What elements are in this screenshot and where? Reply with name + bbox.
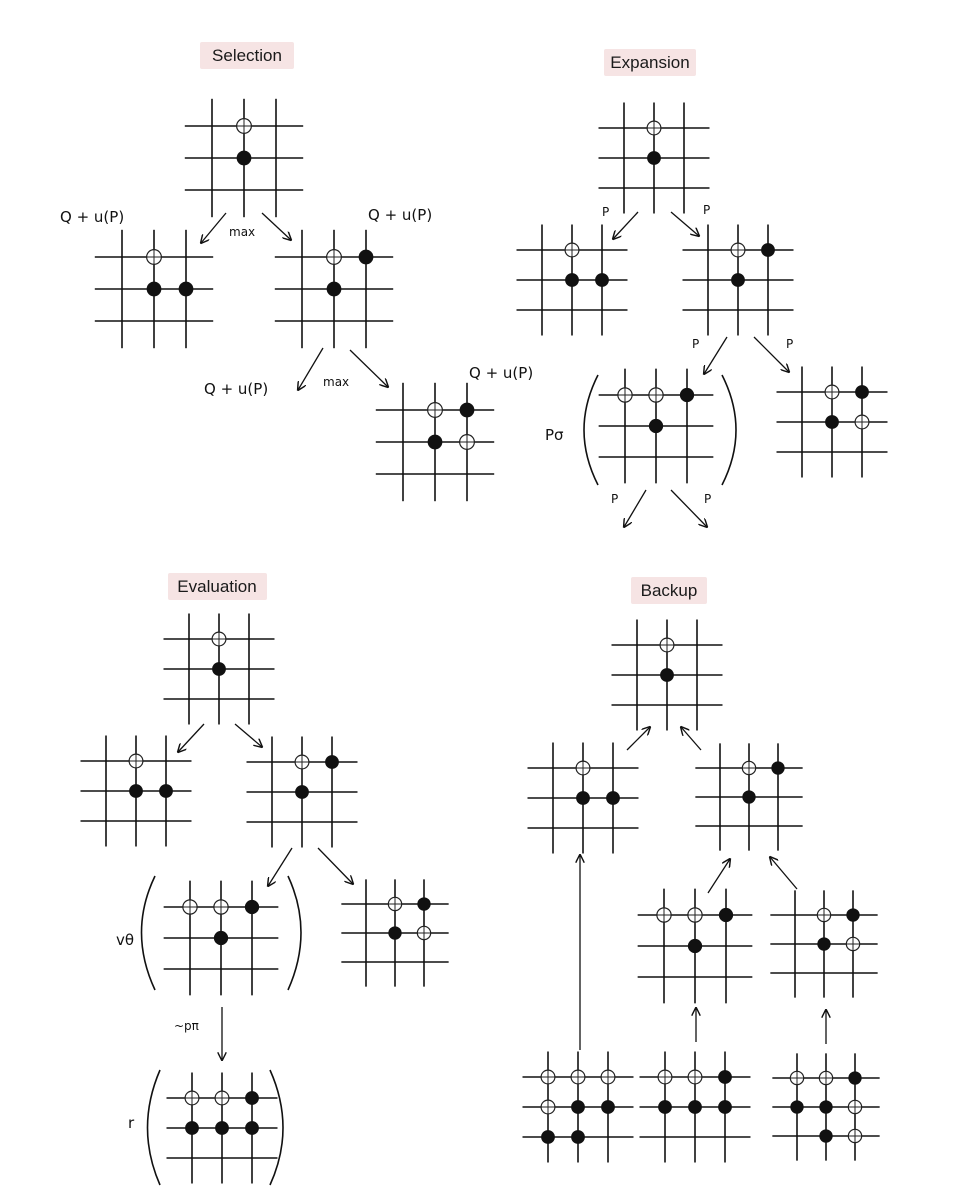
white-stone — [460, 435, 475, 450]
white-stone — [147, 250, 162, 265]
evaluation-title — [168, 573, 267, 600]
white-stone — [327, 250, 342, 265]
white-stone — [388, 897, 401, 910]
black-stone — [719, 908, 733, 922]
white-stone — [660, 638, 674, 652]
expansion-title — [604, 49, 696, 76]
white-stone — [817, 908, 830, 921]
edge-arrow — [318, 848, 353, 884]
r-label: r — [128, 1114, 135, 1132]
open-paren — [584, 375, 598, 485]
edge-arrow — [268, 848, 292, 886]
backup-arrow — [770, 857, 797, 889]
open-paren — [148, 1070, 161, 1185]
black-stone — [237, 151, 252, 166]
go-board — [612, 620, 723, 731]
white-stone — [215, 1091, 229, 1105]
go-board — [341, 879, 448, 986]
white-stone — [688, 1070, 702, 1084]
go-board — [638, 889, 753, 1004]
white-stone — [790, 1071, 803, 1084]
edge-arrow — [671, 490, 707, 527]
black-stone — [819, 1129, 832, 1142]
rollout-policy-label: ~pπ — [174, 1019, 199, 1033]
close-paren — [288, 876, 301, 990]
black-stone — [742, 790, 755, 803]
go-board — [95, 230, 213, 348]
black-stone — [571, 1130, 585, 1144]
black-stone — [388, 926, 401, 939]
go-board — [376, 383, 494, 501]
black-stone — [731, 273, 745, 287]
backup-arrow — [627, 727, 650, 750]
white-stone — [565, 243, 579, 257]
black-stone — [185, 1121, 199, 1135]
black-stone — [147, 282, 162, 297]
go-board — [523, 1052, 634, 1163]
black-stone — [595, 273, 609, 287]
white-stone — [848, 1129, 861, 1142]
black-stone — [576, 791, 590, 805]
go-board — [599, 103, 710, 214]
white-stone — [825, 385, 839, 399]
white-stone — [658, 1070, 672, 1084]
edge-arrow — [624, 490, 646, 527]
edges — [178, 212, 826, 1060]
black-stone — [660, 668, 674, 682]
black-stone — [649, 419, 663, 433]
black-stone — [245, 900, 259, 914]
p-label: P — [703, 203, 711, 217]
black-stone — [327, 282, 342, 297]
go-board — [247, 737, 358, 848]
white-stone — [846, 937, 859, 950]
black-stone — [245, 1121, 259, 1135]
p-label: P — [602, 205, 610, 219]
q-u-p-label: Q + u(P) — [204, 380, 269, 398]
edge-arrow — [178, 724, 204, 752]
black-stone — [460, 403, 475, 418]
svg-text:Backup: Backup — [640, 581, 698, 600]
black-stone — [179, 282, 194, 297]
black-stone — [212, 662, 226, 676]
go-board — [777, 367, 888, 478]
backup-arrow — [708, 859, 730, 893]
go-board — [772, 1053, 879, 1160]
white-stone — [688, 908, 702, 922]
black-stone — [825, 415, 839, 429]
black-stone — [846, 908, 859, 921]
white-stone — [576, 761, 590, 775]
white-stone — [295, 755, 309, 769]
white-stone — [571, 1070, 585, 1084]
parentheses — [142, 375, 737, 1185]
selection-title — [200, 42, 294, 69]
max-label: max — [323, 375, 350, 389]
go-board — [167, 1073, 278, 1184]
go-board — [683, 225, 794, 336]
backup-arrow — [681, 727, 701, 750]
black-stone — [718, 1070, 732, 1084]
white-stone — [183, 900, 197, 914]
go-board — [695, 743, 802, 850]
edge-arrow — [613, 212, 638, 239]
edge-arrow — [754, 337, 789, 372]
svg-text:Expansion: Expansion — [610, 53, 690, 72]
white-stone — [212, 632, 226, 646]
p-label: P — [692, 337, 700, 351]
go-board — [770, 890, 877, 997]
white-stone — [129, 754, 143, 768]
v-theta-label: vθ — [116, 931, 135, 949]
q-u-p-label: Q + u(P) — [60, 208, 125, 226]
black-stone — [855, 385, 869, 399]
white-stone — [618, 388, 632, 402]
edge-arrow — [704, 337, 727, 374]
black-stone — [214, 931, 228, 945]
go-board — [640, 1052, 751, 1163]
white-stone — [649, 388, 663, 402]
black-stone — [771, 761, 784, 774]
black-stone — [428, 435, 443, 450]
black-stone — [688, 1100, 702, 1114]
black-stone — [565, 273, 579, 287]
black-stone — [761, 243, 775, 257]
svg-text:Evaluation: Evaluation — [177, 577, 257, 596]
black-stone — [819, 1100, 832, 1113]
edge-arrow — [201, 213, 226, 243]
edge-arrow — [350, 350, 388, 387]
max-label: max — [229, 225, 256, 239]
white-stone — [428, 403, 443, 418]
black-stone — [215, 1121, 229, 1135]
black-stone — [817, 937, 830, 950]
white-stone — [237, 119, 252, 134]
white-stone — [742, 761, 755, 774]
black-stone — [601, 1100, 615, 1114]
black-stone — [790, 1100, 803, 1113]
go-board — [528, 743, 639, 854]
black-stone — [571, 1100, 585, 1114]
p-sigma-label: Pσ — [545, 426, 564, 444]
go-board — [164, 614, 275, 725]
black-stone — [417, 897, 430, 910]
p-label: P — [704, 492, 712, 506]
white-stone — [647, 121, 661, 135]
black-stone — [359, 250, 374, 265]
white-stone — [541, 1100, 555, 1114]
edge-arrow — [235, 724, 262, 747]
black-stone — [688, 939, 702, 953]
black-stone — [658, 1100, 672, 1114]
white-stone — [855, 415, 869, 429]
black-stone — [129, 784, 143, 798]
white-stone — [657, 908, 671, 922]
go-board — [275, 230, 393, 348]
white-stone — [819, 1071, 832, 1084]
p-label: P — [611, 492, 619, 506]
go-board — [185, 99, 303, 217]
white-stone — [541, 1070, 555, 1084]
black-stone — [295, 785, 309, 799]
go-board — [164, 881, 279, 996]
black-stone — [647, 151, 661, 165]
black-stone — [718, 1100, 732, 1114]
q-u-p-label: Q + u(P) — [469, 364, 534, 382]
white-stone — [848, 1100, 861, 1113]
p-label: P — [786, 337, 794, 351]
open-paren — [142, 876, 156, 990]
white-stone — [185, 1091, 199, 1105]
svg-text:Selection: Selection — [212, 46, 282, 65]
black-stone — [680, 388, 694, 402]
edge-arrow — [671, 212, 699, 236]
black-stone — [541, 1130, 555, 1144]
black-stone — [606, 791, 620, 805]
black-stone — [325, 755, 339, 769]
go-board — [517, 225, 628, 336]
white-stone — [601, 1070, 615, 1084]
white-stone — [417, 926, 430, 939]
labels — [60, 203, 793, 1132]
go-board — [81, 736, 192, 847]
black-stone — [245, 1091, 259, 1105]
black-stone — [848, 1071, 861, 1084]
black-stone — [159, 784, 173, 798]
go-board — [599, 369, 714, 484]
backup-title — [631, 577, 707, 604]
edge-arrow — [298, 348, 323, 390]
close-paren — [722, 375, 736, 485]
white-stone — [731, 243, 745, 257]
white-stone — [214, 900, 228, 914]
q-u-p-label: Q + u(P) — [368, 206, 433, 224]
